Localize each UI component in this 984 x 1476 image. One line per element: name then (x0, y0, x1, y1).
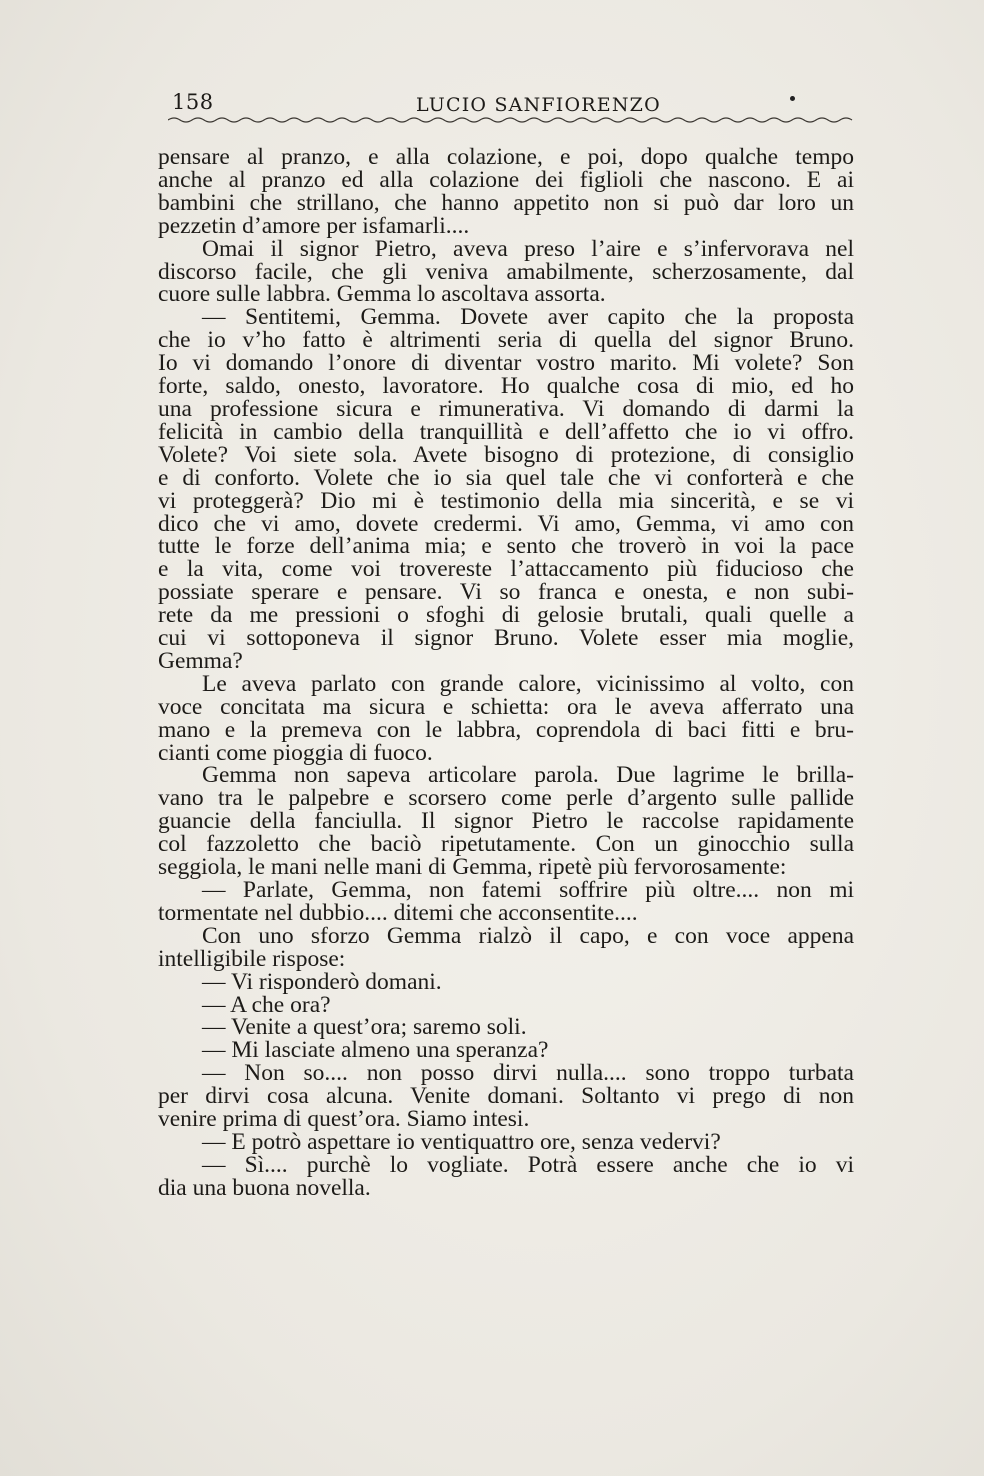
text-line: una professione sicura e rimunerativa. Vi domando di darmi la (158, 395, 854, 422)
text-line: Gemma? (158, 647, 243, 674)
body-text (158, 146, 854, 1200)
paragraph (158, 1062, 854, 1131)
page-header (168, 88, 858, 128)
text-line: tutte le forze dell’anima mia; e sento che troverò in voi la pace (158, 533, 854, 560)
text-line: Gemma non sapeva articolare parola. Due lagrime le brilla- (202, 762, 854, 789)
text-line: vano tra le palpebre e scorsero come perle d’argento sulle pallide (158, 785, 854, 812)
paragraph (158, 306, 854, 673)
page-number: 158 (172, 90, 214, 114)
text-line: — Sì.... purchè lo vogliate. Potrà essere anche che io vi (202, 1151, 854, 1178)
paragraph (158, 764, 854, 879)
text-line: bambini che strillano, che hanno appetito non si può dar loro un (158, 189, 854, 216)
text-line: forte, saldo, onesto, lavoratore. Ho qualche cosa di mio, ed ho (158, 373, 854, 400)
text-line: e la vita, come voi trovereste l’attaccamento più fiducioso che (158, 556, 854, 583)
paragraph (158, 1016, 854, 1039)
text-line: intelligibile rispose: (158, 945, 346, 972)
text-line: vi proteggerà? Dio mi è testimonio della mia sincerità, e se vi (158, 487, 854, 514)
text-line: — Mi lasciate almeno una speranza? (202, 1037, 549, 1064)
text-line: discorso facile, che gli veniva amabilmente, scherzosamente, dal (158, 258, 854, 285)
text-line: seggiola, le mani nelle mani di Gemma, ripetè più fervorosamente: (158, 854, 787, 881)
text-line: Le aveva parlato con grande calore, vicinissimo al volto, con (202, 670, 854, 697)
text-line: che io v’ho fatto è altrimenti seria di quella del signor Bruno. (158, 327, 854, 354)
text-line: Omai il signor Pietro, aveva preso l’aire e s’infervorava nel (202, 235, 854, 262)
paragraph (158, 922, 854, 972)
text-line: guancie della fanciulla. Il signor Pietro le raccolse rapidamente (158, 808, 854, 835)
text-line: cianti come pioggia di fuoco. (158, 739, 433, 766)
text-line: anche al pranzo ed alla colazione dei figlioli che nascono. E ai (158, 166, 854, 193)
paragraph (158, 1039, 854, 1062)
paragraph (158, 1128, 854, 1155)
paragraph (158, 879, 854, 925)
text-line: col fazzoletto che baciò ripetutamente. Con un ginocchio sulla (158, 831, 854, 858)
text-line: possiate sperare e pensare. Vi so franca e onesta, e non subi- (158, 579, 854, 606)
text-line: cui vi sottoponeva il signor Bruno. Volete esser mia moglie, (158, 625, 854, 652)
text-line: mano e la premeva con le labbra, coprendola di baci fitti e bru- (158, 716, 854, 743)
text-line: — Venite a quest’ora; saremo soli. (202, 1014, 527, 1041)
paragraph (158, 235, 854, 308)
text-line: — Non so.... non posso dirvi nulla.... sono troppo turbata (202, 1060, 854, 1087)
text-line: — E potrò aspettare io ventiquattro ore, senza vedervi? (202, 1128, 721, 1155)
decorative-wavy-rule (168, 116, 858, 124)
paragraph (158, 968, 854, 995)
text-line: pensare al pranzo, e alla colazione, e poi, dopo qualche tempo (158, 144, 854, 170)
running-title: LUCIO SANFIORENZO (416, 94, 661, 116)
text-line: — Vi risponderò domani. (202, 968, 442, 995)
text-line: Con uno sforzo Gemma rialzò il capo, e con voce appena (202, 922, 854, 949)
text-line: per dirvi cosa alcuna. Venite domani. Soltanto vi prego di non (158, 1083, 854, 1110)
text-line: pezzetin d’amore per isfamarli.... (158, 212, 470, 239)
paragraph (158, 146, 854, 238)
paragraph (158, 670, 854, 766)
text-line: cuore sulle labbra. Gemma lo ascoltava assorta. (158, 281, 606, 308)
text-line: dico che vi amo, dovete credermi. Vi amo, Gemma, vi amo con (158, 510, 854, 537)
text-line: tormentate nel dubbio.... ditemi che acconsentite.... (158, 899, 638, 926)
text-line: e di conforto. Volete che io sia quel tale che vi conforterà e che (158, 464, 854, 491)
text-line: felicità in cambio della tranquillità e dell’affetto che io vi offro. (158, 418, 854, 445)
paragraph (158, 1151, 854, 1201)
text-line: voce concitata ma sicura e schietta: ora le aveva afferrato una (158, 693, 854, 720)
paragraph (158, 991, 854, 1018)
ink-spot (790, 96, 795, 101)
text-line: venire prima di quest’ora. Siamo intesi. (158, 1106, 530, 1133)
text-line: — A che ora? (202, 991, 331, 1018)
text-line: Io vi domando l’onore di diventar vostro marito. Mi volete? Son (158, 350, 854, 377)
text-line: Volete? Voi siete sola. Avete bisogno di protezione, di consiglio (158, 441, 854, 468)
text-line: rete da me pressioni o sfoghi di gelosie brutali, quali quelle a (158, 602, 854, 629)
text-line: — Parlate, Gemma, non fatemi soffrire più oltre.... non mi (202, 877, 854, 903)
text-line: — Sentitemi, Gemma. Dovete aver capito che la proposta (202, 304, 854, 331)
text-line: dia una buona novella. (158, 1174, 371, 1201)
